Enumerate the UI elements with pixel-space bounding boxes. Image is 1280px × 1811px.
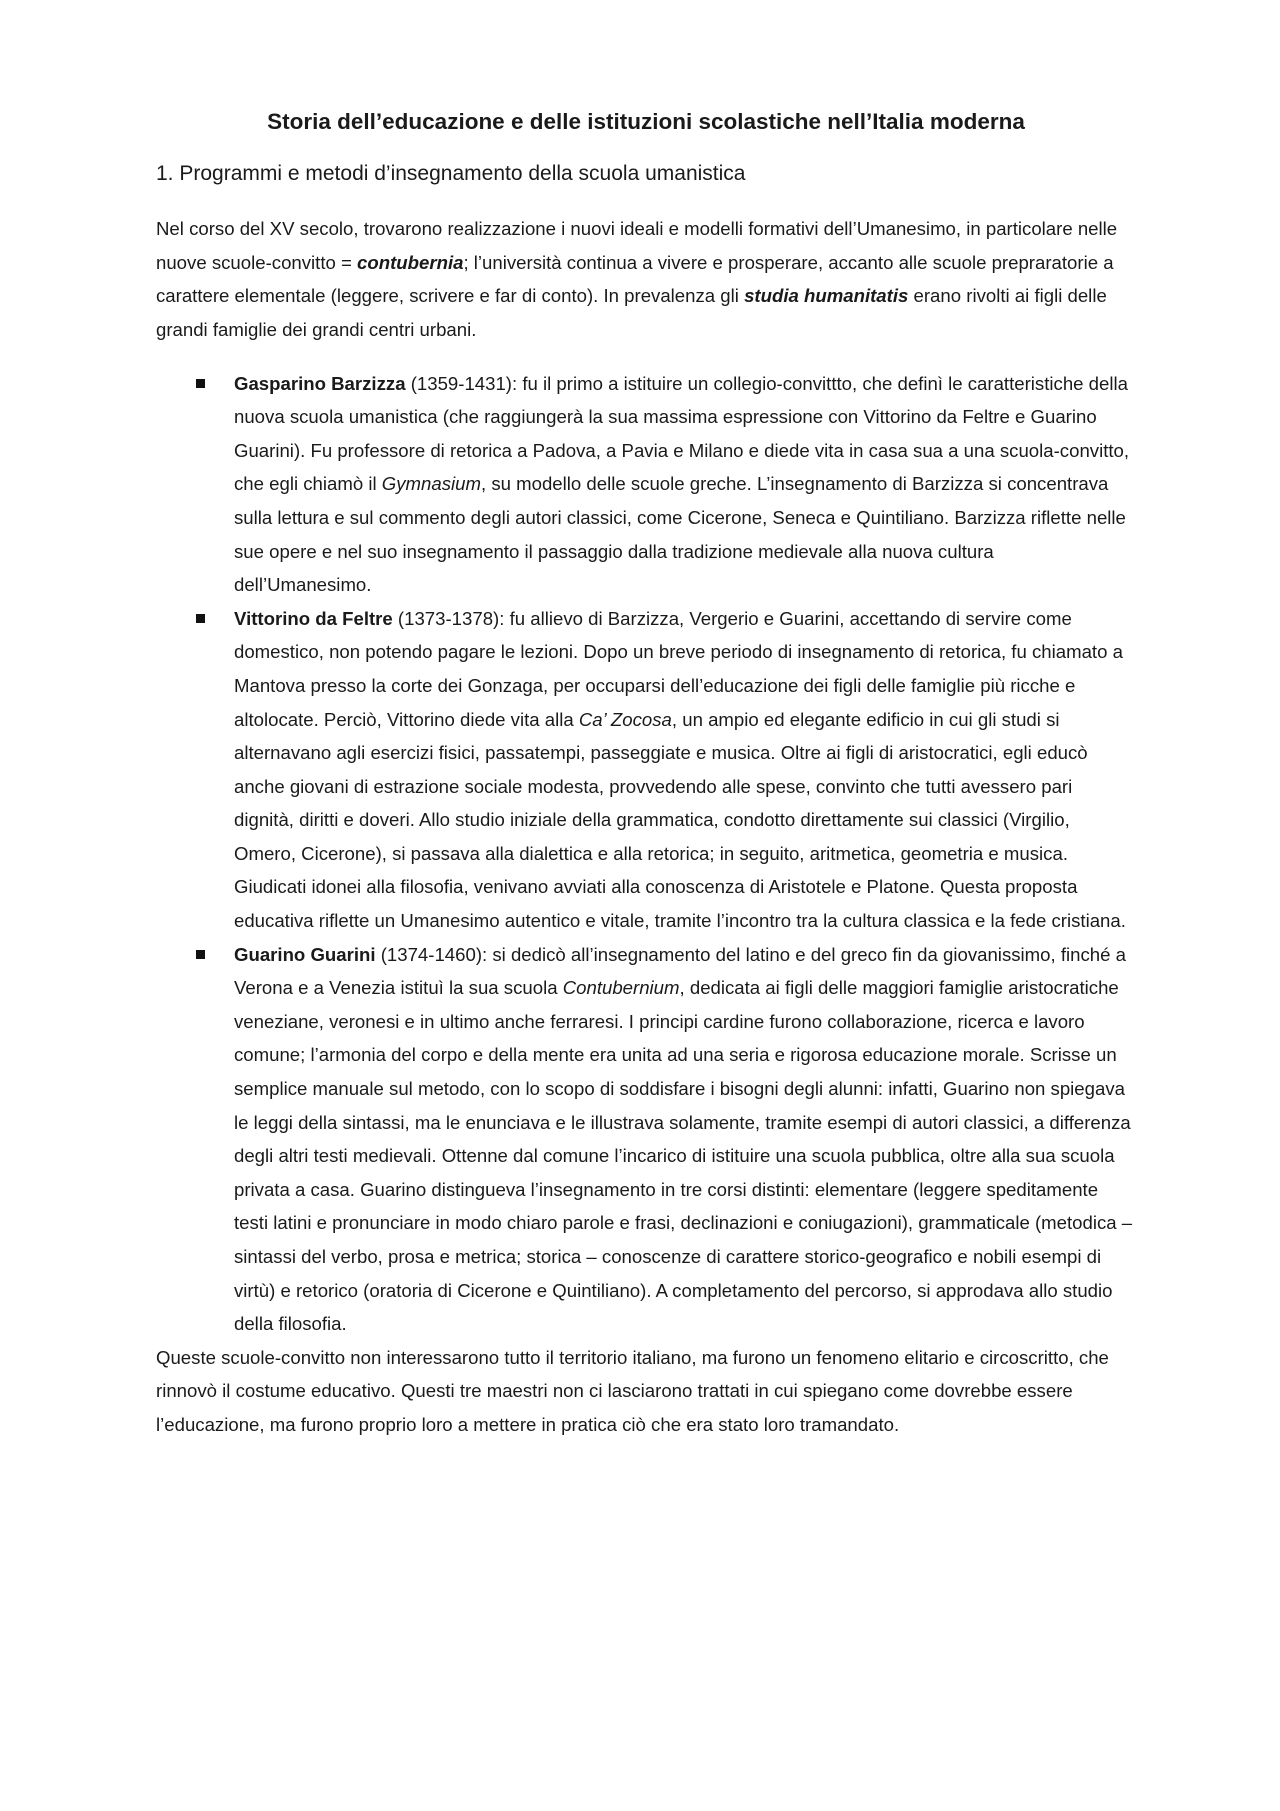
intro-text: Nel corso del XV secolo, trovarono realizzazione i nuovi ideali e modelli formativi dell’Umanesimo, in particolare nelle nuove scuole-convitto = <box>156 218 1118 273</box>
conclusion-paragraph: Queste scuole-convitto non interessarono tutto il territorio italiano, ma furono un fenomeno elitario e circoscritto, che rinnovò il costume educativo. Questi tre maestri non ci lasciarono trattati in cui spiegano come dovrebbe essere l’educazione, ma furono proprio loro a mettere in pratica ciò che era stato loro tramandato. <box>156 1346 1109 1435</box>
intro-paragraph <box>156 212 1136 346</box>
italic-term: Gymnasium <box>381 473 481 495</box>
list-item-vittorino <box>234 602 1136 938</box>
document-title: Storia dell’educazione e delle istituzioni scolastiche nell’Italia moderna <box>267 109 1025 134</box>
square-bullet-icon <box>196 614 205 623</box>
teacher-name: Gasparino Barzizza <box>234 372 406 394</box>
term-studia-humanitatis: studia humanitatis <box>744 285 909 307</box>
list-item-text: (1374-1460): si dedicò all’insegnamento del latino e del greco fin da giovanissimo, finché a Verona e a Venezia istituì la sua scuola <box>234 943 1126 999</box>
term-contubernia: contubernia <box>357 251 464 273</box>
teacher-name: Guarino Guarini <box>234 943 376 965</box>
italic-term: Contubernium <box>562 977 680 999</box>
list-item-text: , su modello delle scuole greche. L’insegnamento di Barzizza si concentrava sulla lettura e sul commento degli autori classici, come Cicerone, Seneca e Quintiliano. Barzizza riflette nelle sue opere e nel suo insegnamento il passaggio dalla tradizione medievale alla nuova cultura dell’Umanesimo. <box>234 473 1126 596</box>
document-page <box>156 108 1136 1442</box>
list-item-guarini <box>234 938 1136 1341</box>
list-item-text: , un ampio ed elegante edificio in cui gli studi si alternavano agli esercizi fisici, passatempi, passeggiate e musica. Oltre ai figli di aristocratici, egli educò anche giovani di estrazione sociale modesta, provvedendo alle spese, convinto che tutti avessero pari dignità, diritti e doveri. Allo studio iniziale della grammatica, condotto direttamente sui classici (Virgilio, Omero, Cicerone), si passava alla dialettica e alla retorica; in seguito, aritmetica, geometria e musica. Giudicati idonei alla filosofia, venivano avviati alla conoscenza di Aristotele e Platone. Questa proposta educativa riflette un Umanesimo autentico e vitale, tramite l’incontro tra la cultura classica e la fede cristiana. <box>234 708 1126 932</box>
list-item-text: (1373-1378): fu allievo di Barzizza, Vergerio e Guarini, accettando di servire come domestico, non potendo pagare le lezioni. Dopo un breve periodo di insegnamento di retorica, fu chiamato a Mantova presso la corte dei Gonzaga, per occuparsi dell’educazione dei figli delle famiglie più ricche e altolocate. Perciò, Vittorino diede vita alla <box>234 607 1123 730</box>
list-item-barzizza <box>234 367 1136 602</box>
intro-text: ; l’università continua a vivere e prosperare, accanto alle scuole prepraratorie a carattere elementale (leggere, scrivere e far di conto). In prevalenza gli <box>156 251 1114 307</box>
italic-term: Ca’ Zocosa <box>578 708 672 730</box>
square-bullet-icon <box>196 950 205 959</box>
teacher-name: Vittorino da Feltre <box>234 607 393 629</box>
intro-text: erano rivolti ai figli delle grandi famiglie dei grandi centri urbani. <box>156 285 1107 340</box>
section-heading: 1. Programmi e metodi d’insegnamento della scuola umanistica <box>156 162 746 185</box>
list-item-text: (1359-1431): fu il primo a istituire un collegio-convittto, che definì le caratteristiche della nuova scuola umanistica (che raggiungerà la sua massima espressione con Vittorino da Feltre e Guarino Guarini). Fu professore di retorica a Padova, a Pavia e Milano e diede vita in casa sua a una scuola-convitto, che egli chiamò il <box>234 372 1130 495</box>
teachers-list <box>156 367 1136 1341</box>
square-bullet-icon <box>196 379 205 388</box>
list-item-text: , dedicata ai figli delle maggiori famiglie aristocratiche veneziane, veronesi e in ultimo anche ferraresi. I principi cardine furono collaborazione, ricerca e lavoro comune; l’armonia del corpo e della mente era unita ad una seria e rigorosa educazione morale. Scrisse un semplice manuale sul metodo, con lo scopo di soddisfare i bisogni degli alunni: infatti, Guarino non spiegava le leggi della sintassi, ma le enunciava e le illustrava solamente, tramite esempi di autori classici, a differenza degli altri testi medievali. Ottenne dal comune l’incarico di istituire una scuola pubblica, oltre alla sua scuola privata a casa. Guarino distingueva l’insegnamento in tre corsi distinti: elementare (leggere speditamente testi latini e pronunciare in modo chiaro parole e frasi, declinazioni e coniugazioni), grammaticale (metodica – sintassi del verbo, prosa e metrica; storica – conoscenze di carattere storico-geografico e nobili esempi di virtù) e retorico (oratoria di Cicerone e Quintiliano). A completamento del percorso, si approdava allo studio della filosofia. <box>234 977 1133 1335</box>
